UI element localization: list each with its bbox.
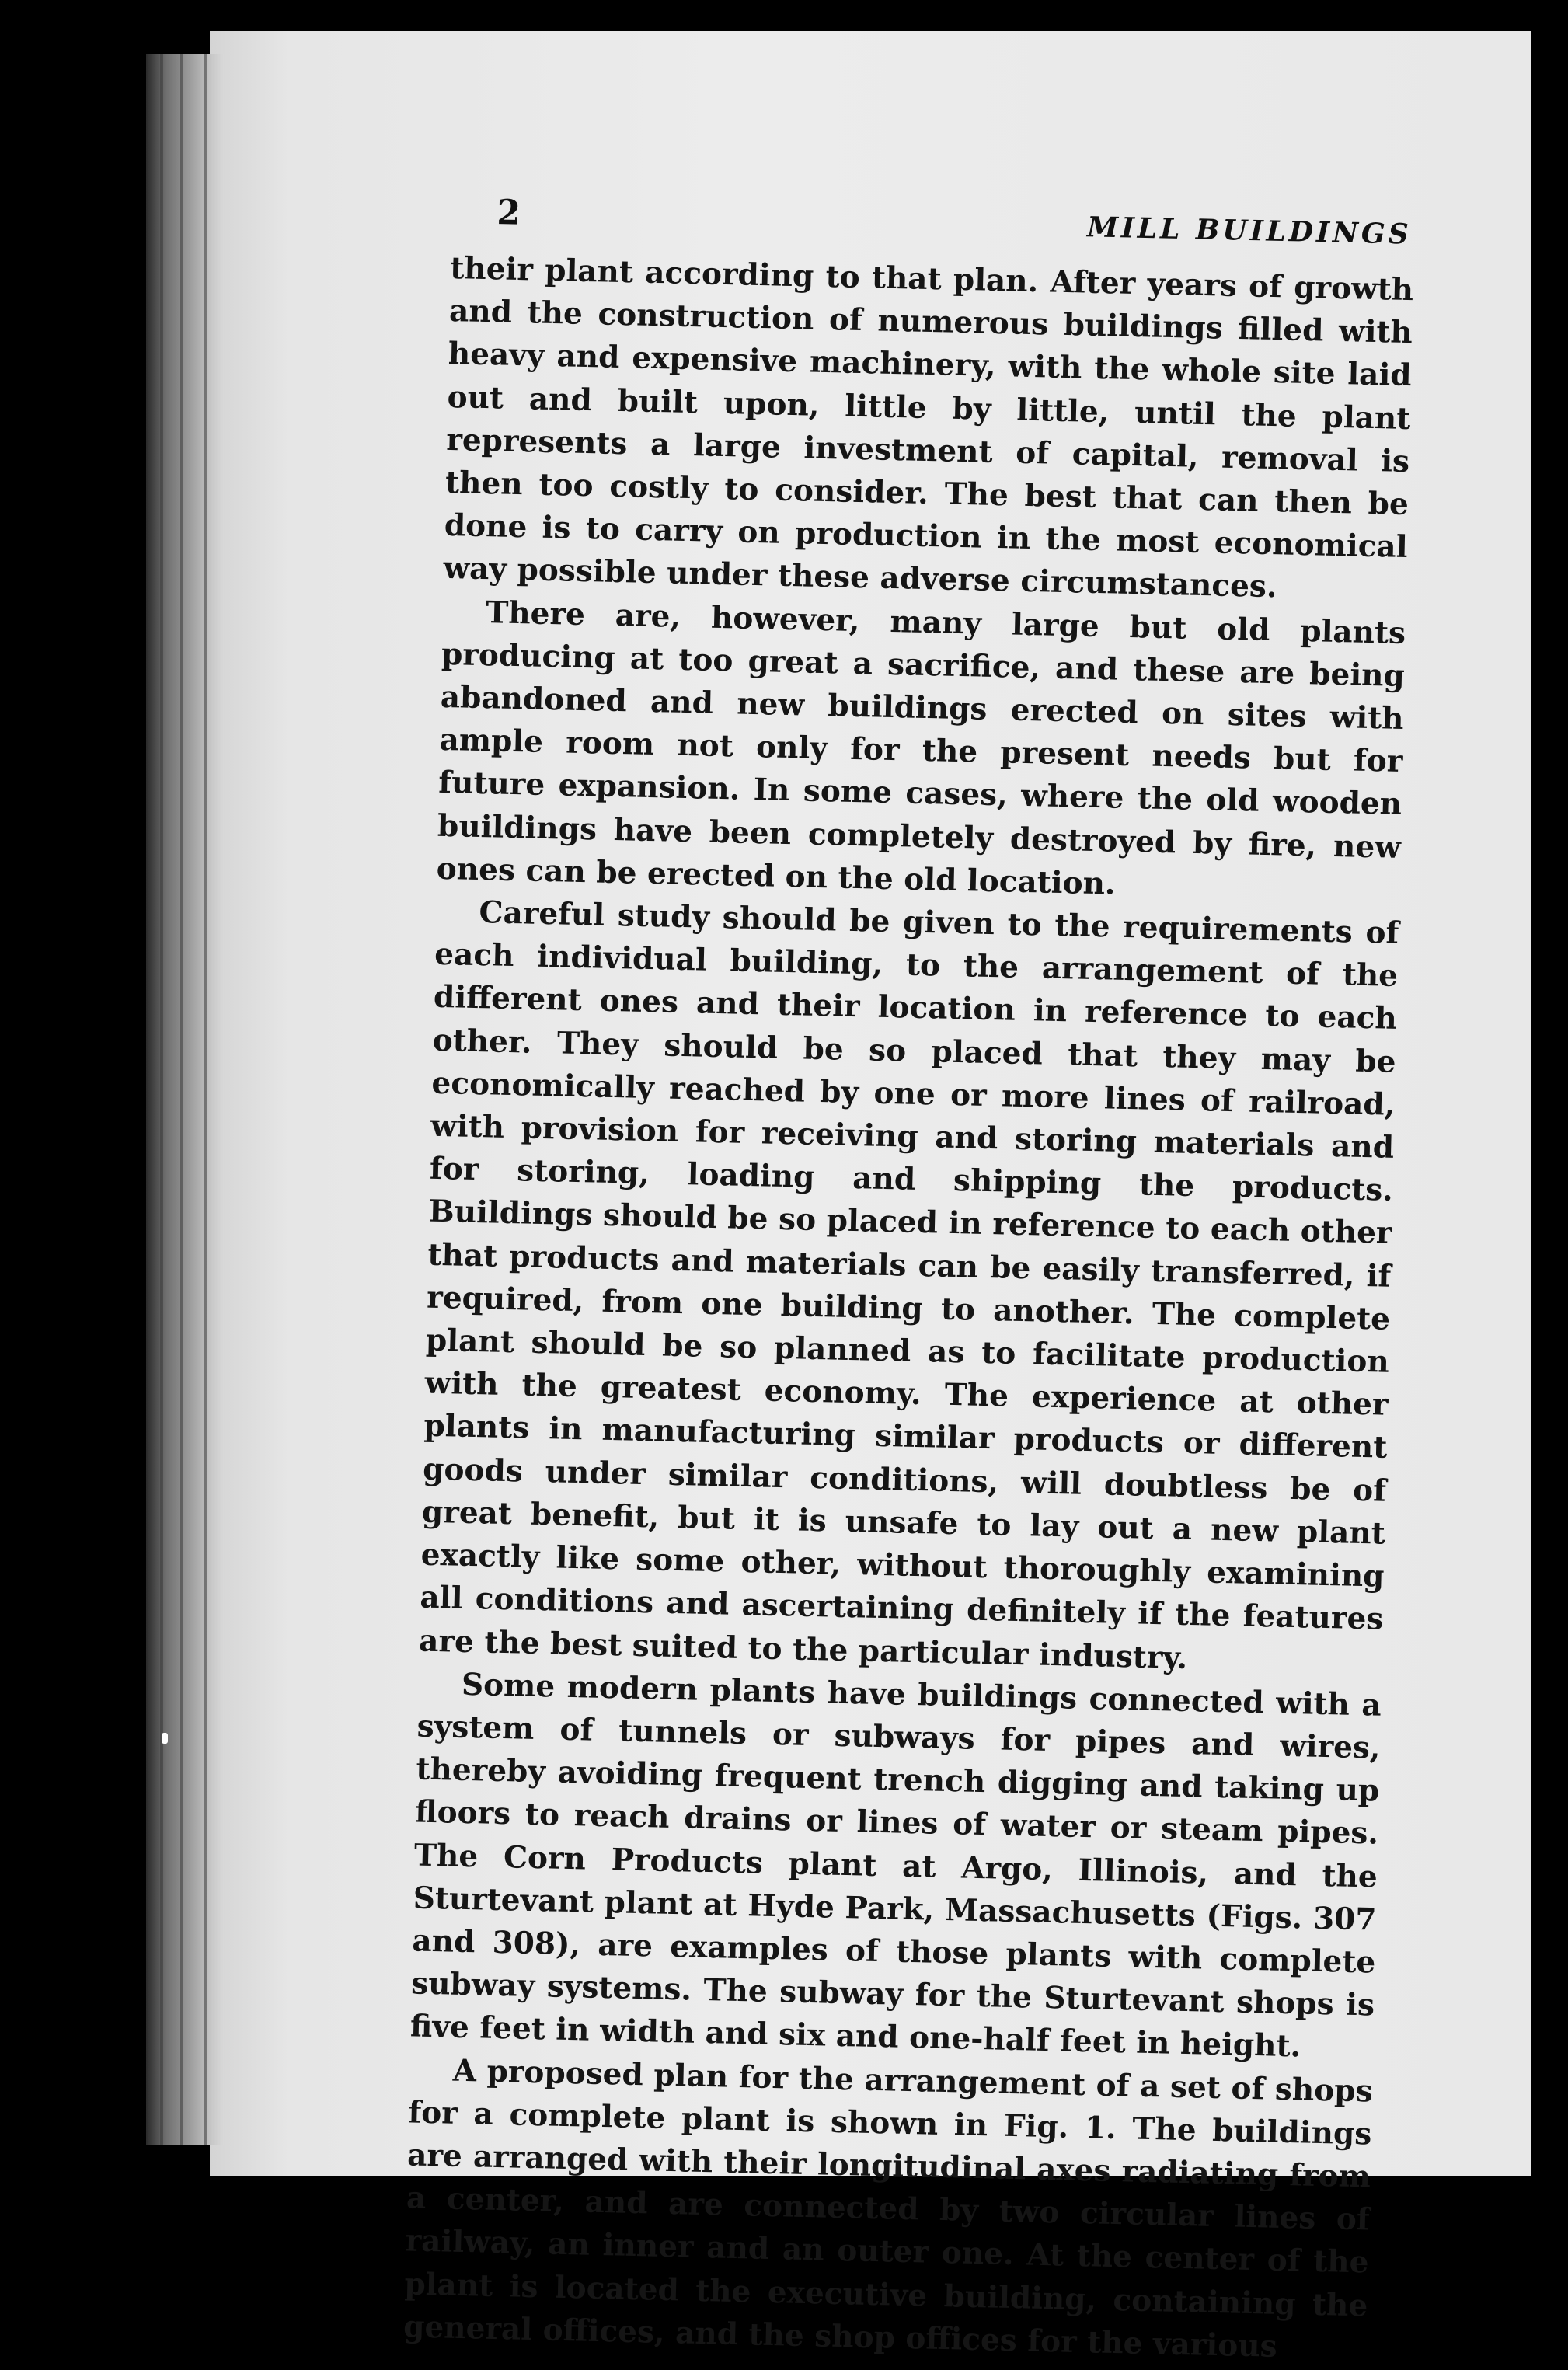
scan-speck bbox=[162, 1733, 168, 1744]
page-number: 2 bbox=[496, 193, 521, 233]
binding-line bbox=[180, 54, 183, 2145]
book-binding-edge bbox=[146, 54, 224, 2145]
paragraph: Some modern plants have buildings connected with a system of tunnels or subways for pipes and wires, thereby avoiding frequent trench digging and taking up floors to reach drains or lines of water or steam pipes. The Corn Products plant at Argo, Illinois, and the Sturtevant plant at Hyde Park, Massachusetts (Figs. 307 and 308), are examples of those plants with complete subway systems. The subway for the Sturtevant shops is five feet in width and six and one-half feet in height. bbox=[409, 1666, 1382, 2065]
binding-line bbox=[204, 54, 207, 2145]
paragraph: A proposed plan for the arrangement of a set of shops for a complete plant is shown in Fig. 1. The buildings are arranged with their longitudinal axes radiating from a center, and are connected by two circular lines of railway, an inner and an outer one. At the center of the plant is located the executive building, containing the general offices, and the shop offices for the various bbox=[402, 2052, 1373, 2365]
binding-line bbox=[160, 54, 163, 2145]
paragraph: There are, however, many large but old plants producing at too great a sacrifice, and these are being abandoned and new buildings erected on sites with ample room not only for the present needs but for future expansion. In some cases, where the old wooden buildings have been completely destroyed by fire, new ones can be erected on the old location. bbox=[436, 594, 1406, 902]
running-title: MILL BUILDINGS bbox=[1086, 211, 1413, 251]
body-text bbox=[403, 247, 1414, 2370]
paragraph: their plant according to that plan. After years of growth and the construction of numerous buildings filled with heavy and expensive machinery, with the whole site laid out and built upon, little by little, until the plant represents a large investment of capital, removal is then too costly to consider. The best that can then be done is to carry on production in the most economical way possible under these adverse circumstances. bbox=[443, 249, 1414, 605]
paragraph: Careful study should be given to the requirements of each individual building, to the arrangement of the different ones and their location in reference to each other. They should be so placed that they may be economically reached by one or more lines of railroad, with provision for receiving and storing materials and for storing, loading and shipping the products. Buildings should be so placed in reference to each other that products and materials can be easily transferred, if required, from one building to another. The complete plant should be so planned as to facilitate production with the greatest economy. The experience at other plants in manufacturing similar products or different goods under similar conditions, will doubtless be of great benefit, but it is unsafe to lay out a new plant exactly like some other, without thoroughly examining all conditions and ascertaining definitely if the features are the best suited to the particular industry. bbox=[418, 894, 1399, 1676]
